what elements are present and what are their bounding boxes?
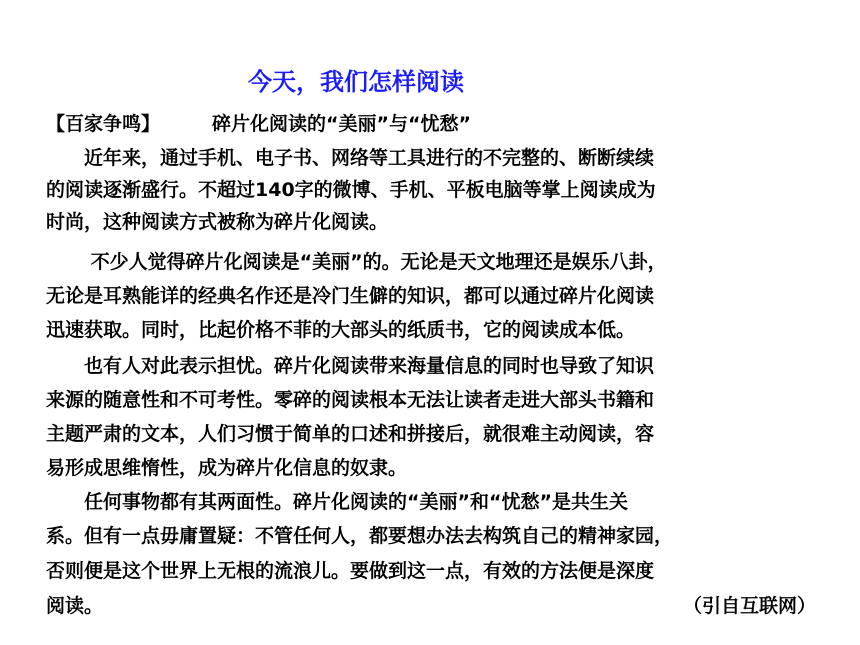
body-line: 系。但有一点毋庸置疑：不管任何人，都要想办法去构筑自己的精神家园， <box>46 525 674 547</box>
source-credit: （引自互联网） <box>682 595 816 617</box>
body-line: 来源的随意性和不可考性。零碎的阅读根本无法让读者走进大部头书籍和 <box>46 389 655 411</box>
body-line: 否则便是这个世界上无根的流浪儿。要做到这一点，有效的方法便是深度 <box>46 560 655 582</box>
body-line: 不少人觉得碎片化阅读是“美丽”的。无论是天文地理还是娱乐八卦， <box>46 251 667 273</box>
page-title: 今天，我们怎样阅读 <box>248 68 464 96</box>
body-line: 阅读。 <box>46 595 104 617</box>
body-line: 时尚，这种阅读方式被称为碎片化阅读。 <box>46 211 389 233</box>
section-tag: 【百家争鸣】 <box>46 113 161 135</box>
body-line: 近年来，通过手机、电子书、网络等工具进行的不完整的、断断续续 <box>46 147 655 169</box>
body-line: 任何事物都有其两面性。碎片化阅读的“美丽”和“忧愁”是共生关 <box>46 491 628 513</box>
article-heading <box>46 110 471 138</box>
body-line: 无论是耳熟能详的经典名作还是冷门生僻的知识，都可以通过碎片化阅读 <box>46 285 655 307</box>
article-subtitle: 碎片化阅读的“美丽”与“忧愁” <box>212 113 471 135</box>
body-line: 的阅读逐渐盛行。不超过140字的微博、手机、平板电脑等掌上阅读成为 <box>46 179 656 201</box>
body-line: 主题严肃的文本，人们习惯于简单的口述和拼接后，就很难主动阅读，容 <box>46 423 655 445</box>
body-line: 也有人对此表示担忧。碎片化阅读带来海量信息的同时也导致了知识 <box>46 355 655 377</box>
body-line: 迅速获取。同时，比起价格不菲的大部头的纸质书，它的阅读成本低。 <box>46 319 636 341</box>
body-line: 易形成思维惰性，成为碎片化信息的奴隶。 <box>46 457 408 479</box>
